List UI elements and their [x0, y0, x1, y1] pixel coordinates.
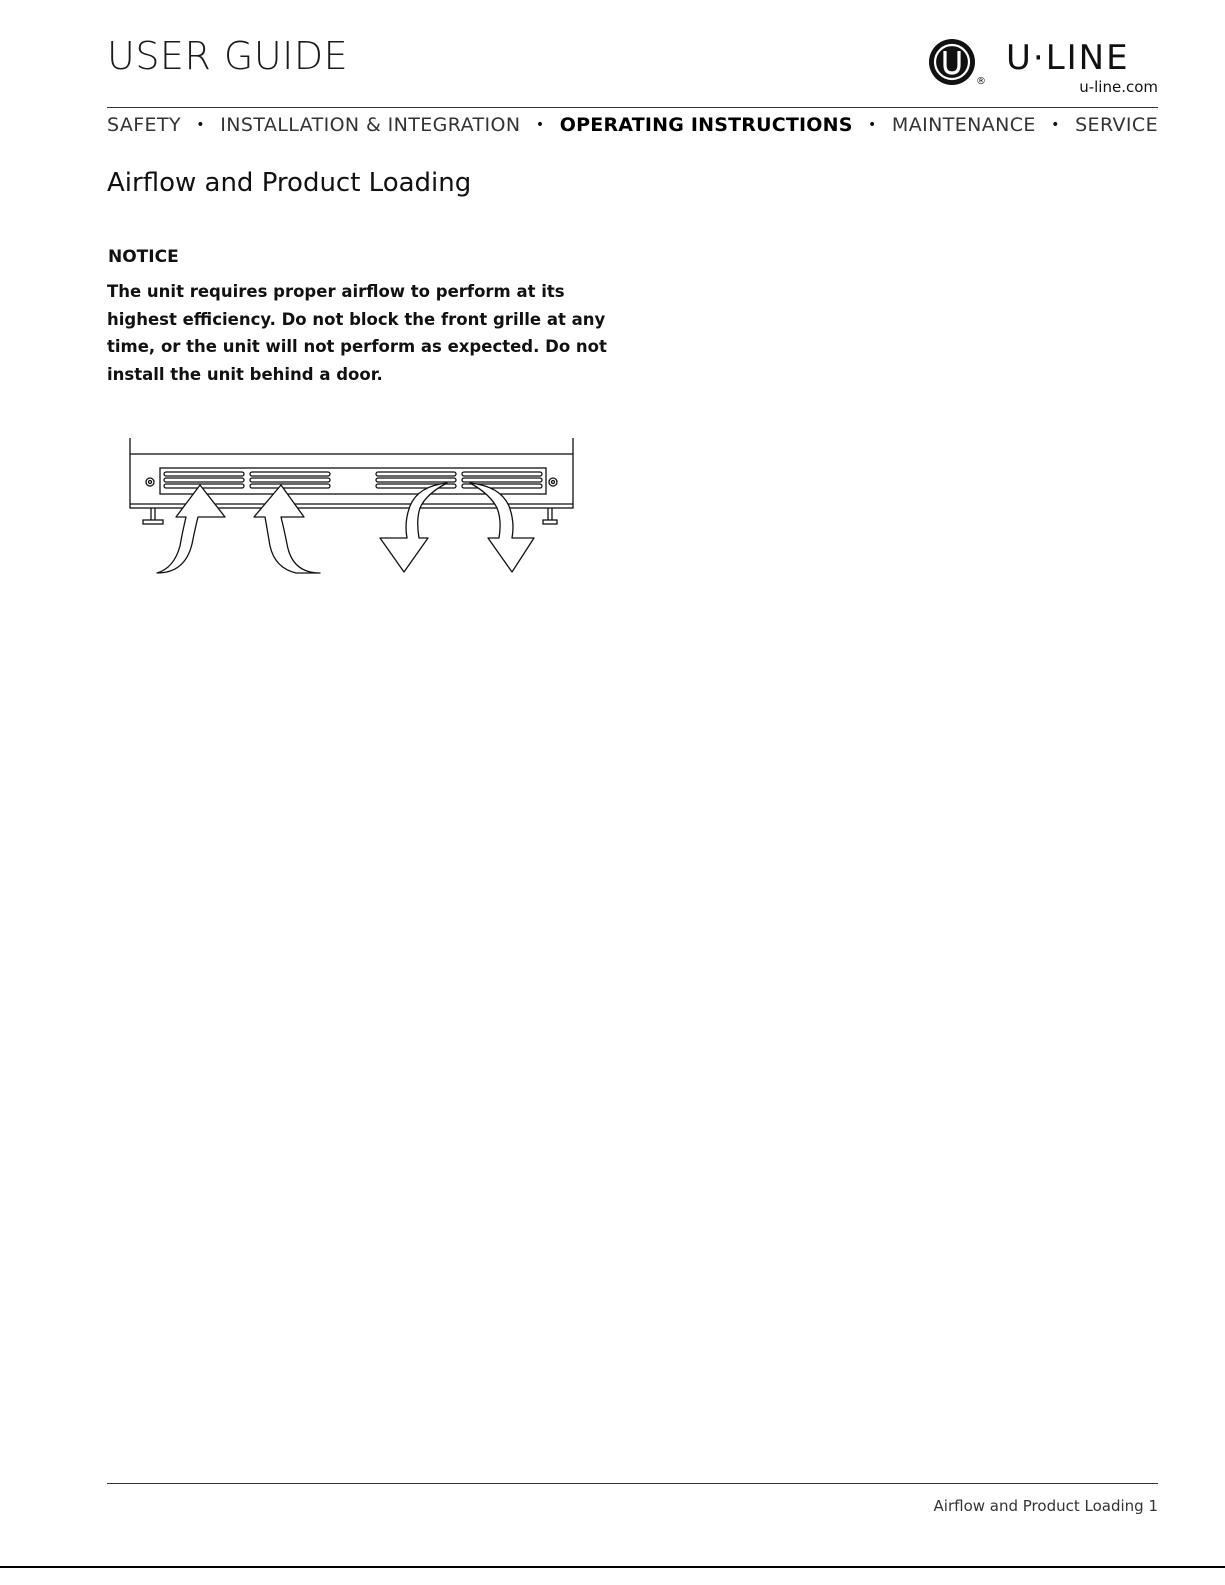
page-bottom-edge: [0, 1566, 1225, 1568]
registered-mark: ®: [976, 76, 986, 87]
leveling-foot-right-icon: [543, 508, 557, 524]
section-nav: [107, 114, 1158, 136]
notice-body: The unit requires proper airflow to perform at its highest efficiency. Do not block the front grille at any time, or the unit will not perform as expected. Do not install the unit behind a door.: [107, 282, 607, 384]
exhaust-arrow-icon: [470, 483, 534, 572]
airflow-figure: [122, 434, 582, 583]
section-title: Airflow and Product Loading: [107, 168, 472, 198]
footer-divider: [107, 1483, 1158, 1484]
brand-url: u-line.com: [1079, 78, 1158, 96]
vent-slots-right: [376, 472, 542, 488]
nav-item-installation[interactable]: INSTALLATION & INTEGRATION: [220, 114, 521, 136]
intake-arrow-icon: [157, 485, 225, 573]
nav-separator: •: [535, 117, 545, 133]
page-footer: Airflow and Product Loading 1: [933, 1497, 1158, 1515]
nav-separator: •: [867, 117, 877, 133]
nav-item-operating-instructions[interactable]: OPERATING INSTRUCTIONS: [559, 114, 853, 136]
nav-item-safety[interactable]: SAFETY: [107, 114, 181, 136]
vent-slots-left: [164, 472, 330, 488]
exhaust-arrow-icon: [380, 483, 447, 572]
nav-separator: •: [1051, 117, 1060, 133]
u-line-circle-logo-icon: [928, 36, 976, 88]
nav-item-service[interactable]: SERVICE: [1075, 114, 1158, 136]
header-divider: [107, 107, 1158, 108]
brand-name: U·LINE: [1006, 38, 1130, 78]
intake-arrow-icon: [254, 485, 320, 573]
brand-logo: [928, 34, 1160, 96]
leveling-foot-left-icon: [143, 508, 163, 524]
screw-right-icon: [549, 478, 557, 486]
notice-heading: NOTICE: [108, 247, 179, 267]
nav-separator: •: [196, 117, 205, 133]
guide-title: USER GUIDE: [107, 34, 349, 78]
nav-item-maintenance[interactable]: MAINTENANCE: [891, 114, 1036, 136]
grille-airflow-illustration: [122, 434, 582, 579]
screw-left-icon: [146, 478, 154, 486]
